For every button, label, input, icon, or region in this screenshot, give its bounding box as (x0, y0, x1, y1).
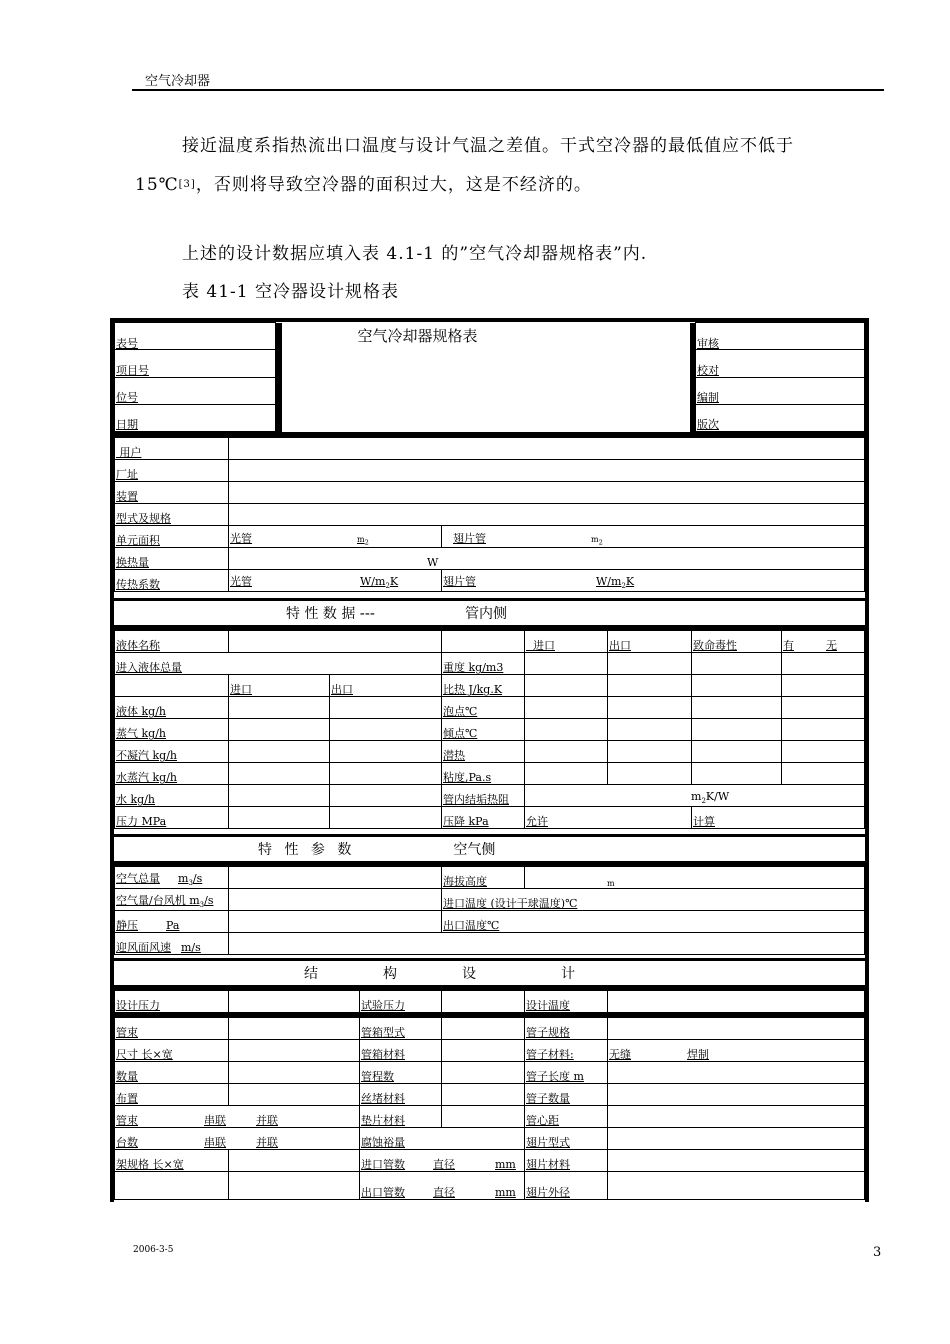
field-label: 用户 (115, 438, 229, 460)
field-label: 传热系数 (115, 570, 229, 592)
field-label: 架规格 长×宽 (115, 1150, 229, 1172)
field-label: 表号 (115, 323, 276, 350)
paragraph-line: 接近温度系指热流出口温度与设计气温之差值。干式空冷器的最低值应不低于 (182, 136, 794, 156)
section-band-structure: 结 构 设 计 (114, 961, 865, 985)
field-label: 垫片材料 (360, 1106, 442, 1128)
field-label: 管箱材料 (360, 1040, 442, 1062)
field-label: 静压 Pa (115, 911, 229, 933)
col-head: 致命毒性 (692, 631, 782, 653)
design-row-block (114, 990, 865, 1013)
field-label: 管束 (115, 1018, 229, 1040)
field-label: 液体名称 (115, 631, 229, 653)
field-label: 空气总量 $m_3/s$ (115, 867, 229, 889)
field-label: 海拔高度 (442, 867, 525, 889)
field-label: 型式及规格 (115, 504, 229, 526)
col-head: 出口 (608, 631, 692, 653)
field-label: 审核 (696, 323, 865, 350)
text-fragment: ，否则将导致空冷器的面积过大，这是不经济的。 (195, 175, 592, 195)
footer-date: 2006-3-5 (133, 1245, 174, 1255)
field-label: 管子材料: (525, 1040, 608, 1062)
field-label: 管子数量 (525, 1084, 608, 1106)
page-number: 3 (873, 1245, 882, 1260)
field-label: 换热量 (115, 548, 229, 570)
field-label: 水 kg/h (115, 785, 229, 807)
field-label: 试验压力 (360, 991, 442, 1013)
bundle-connection: 管束 串联 并联 (115, 1106, 360, 1128)
paragraph-line: 上述的设计数据应填入表 4.1-1 的”空气冷却器规格表”内. (182, 244, 648, 264)
field-label: 液体 kg/h (115, 697, 229, 719)
field-label: 管子长度 m (525, 1062, 608, 1084)
title-block (114, 322, 865, 432)
sheet-title: 空气冷却器规格表 (357, 326, 478, 345)
header-rule (132, 89, 884, 91)
bare-tube-area: 光管 $m_2$ (229, 526, 442, 548)
col-head: 进口 (525, 631, 608, 653)
field-label: 校对 (696, 350, 865, 377)
tube-type-options: 无缝 焊制 (608, 1040, 865, 1062)
altitude-unit: m (525, 867, 865, 889)
field-label: 不凝汽 kg/h (115, 741, 229, 763)
field-label: 管箱型式 (360, 1018, 442, 1040)
field-label: 装置 (115, 482, 229, 504)
field-label: 计算 (692, 807, 865, 829)
field-label: 位号 (115, 377, 276, 404)
text-fragment: 15℃ (135, 175, 179, 195)
outlet-nozzle: 出口管数 直径 mm (360, 1172, 525, 1200)
field-label: 单元面积 (115, 526, 229, 548)
field-label: 迎风面风速 m/s (115, 933, 229, 955)
field-label: 比热 J/kg.K (442, 675, 525, 697)
structure-block (114, 1017, 865, 1202)
field-label: 腐蚀裕量 (360, 1128, 525, 1150)
field-label: 项目号 (115, 350, 276, 377)
field-label: 潜热 (442, 741, 525, 763)
heat-duty-unit: W (229, 548, 865, 570)
field-label: 水蒸汽 kg/h (115, 763, 229, 785)
field-label: 设计压力 (115, 991, 229, 1013)
paragraph-line (135, 177, 592, 194)
field-label: 数量 (115, 1062, 229, 1084)
unit-connection: 台数 串联 并联 (115, 1128, 360, 1150)
section-band-air: 特 性 参 数 空气侧 (114, 837, 865, 861)
finned-tube-htc: 翅片管 $W/m_2K$ (442, 570, 865, 592)
field-label: 进入液体总量 (115, 653, 442, 675)
section-band-tube: 特 性 数 据 --- 管内侧 (114, 601, 865, 625)
general-block (114, 437, 865, 598)
field-label: 泡点℃ (442, 697, 525, 719)
field-label: 管心距 (525, 1106, 608, 1128)
field-label: 允许 (525, 807, 692, 829)
field-label: 压力 MPa (115, 807, 229, 829)
field-label: 重度 kg/m3 (442, 653, 525, 675)
field-label: 编制 (696, 377, 865, 404)
field-label: 丝堵材料 (360, 1084, 442, 1106)
field-label: 管子规格 (525, 1018, 608, 1040)
field-label: 出口温度℃ (442, 911, 865, 933)
table-caption: 表 41-1 空冷器设计规格表 (182, 282, 399, 302)
field-label: 压降 kPa (442, 807, 525, 829)
citation-ref: [3] (178, 179, 196, 190)
field-label: 管内结垢热阻 (442, 785, 525, 807)
field-label: 粘度,Pa.s (442, 763, 525, 785)
field-label: 蒸气 kg/h (115, 719, 229, 741)
field-label: 翅片材料 (525, 1150, 608, 1172)
col-head: 出口 (330, 675, 442, 697)
field-label: 进口温度 (设计干球温度)℃ (442, 889, 865, 911)
bare-tube-htc: 光管 $W/m_2K$ (229, 570, 442, 592)
running-header: 空气冷却器 (145, 74, 211, 89)
col-head: 进口 (229, 675, 330, 697)
inlet-nozzle: 进口管数 直径 mm (360, 1150, 525, 1172)
finned-tube-area: 翅片管 $m_2$ (442, 526, 865, 548)
field-label: 翅片外径 (525, 1172, 608, 1200)
field-label: 厂址 (115, 460, 229, 482)
field-label: 翅片型式 (525, 1128, 608, 1150)
fouling-unit: $m_2K/W$ (525, 785, 865, 807)
air-side-block (114, 866, 865, 958)
col-head: 有 无 (782, 631, 865, 653)
field-label: 倾点℃ (442, 719, 525, 741)
field-label: 布置 (115, 1084, 229, 1106)
field-label: 设计温度 (525, 991, 608, 1013)
field-label: 版次 (696, 404, 865, 431)
tube-side-block (114, 630, 865, 834)
field-label: 日期 (115, 404, 276, 431)
spec-sheet (110, 318, 869, 1202)
field-label: 空气量/台风机 $m_3/s$ (115, 889, 229, 911)
field-label: 管程数 (360, 1062, 442, 1084)
field-label: 尺寸 长×宽 (115, 1040, 229, 1062)
